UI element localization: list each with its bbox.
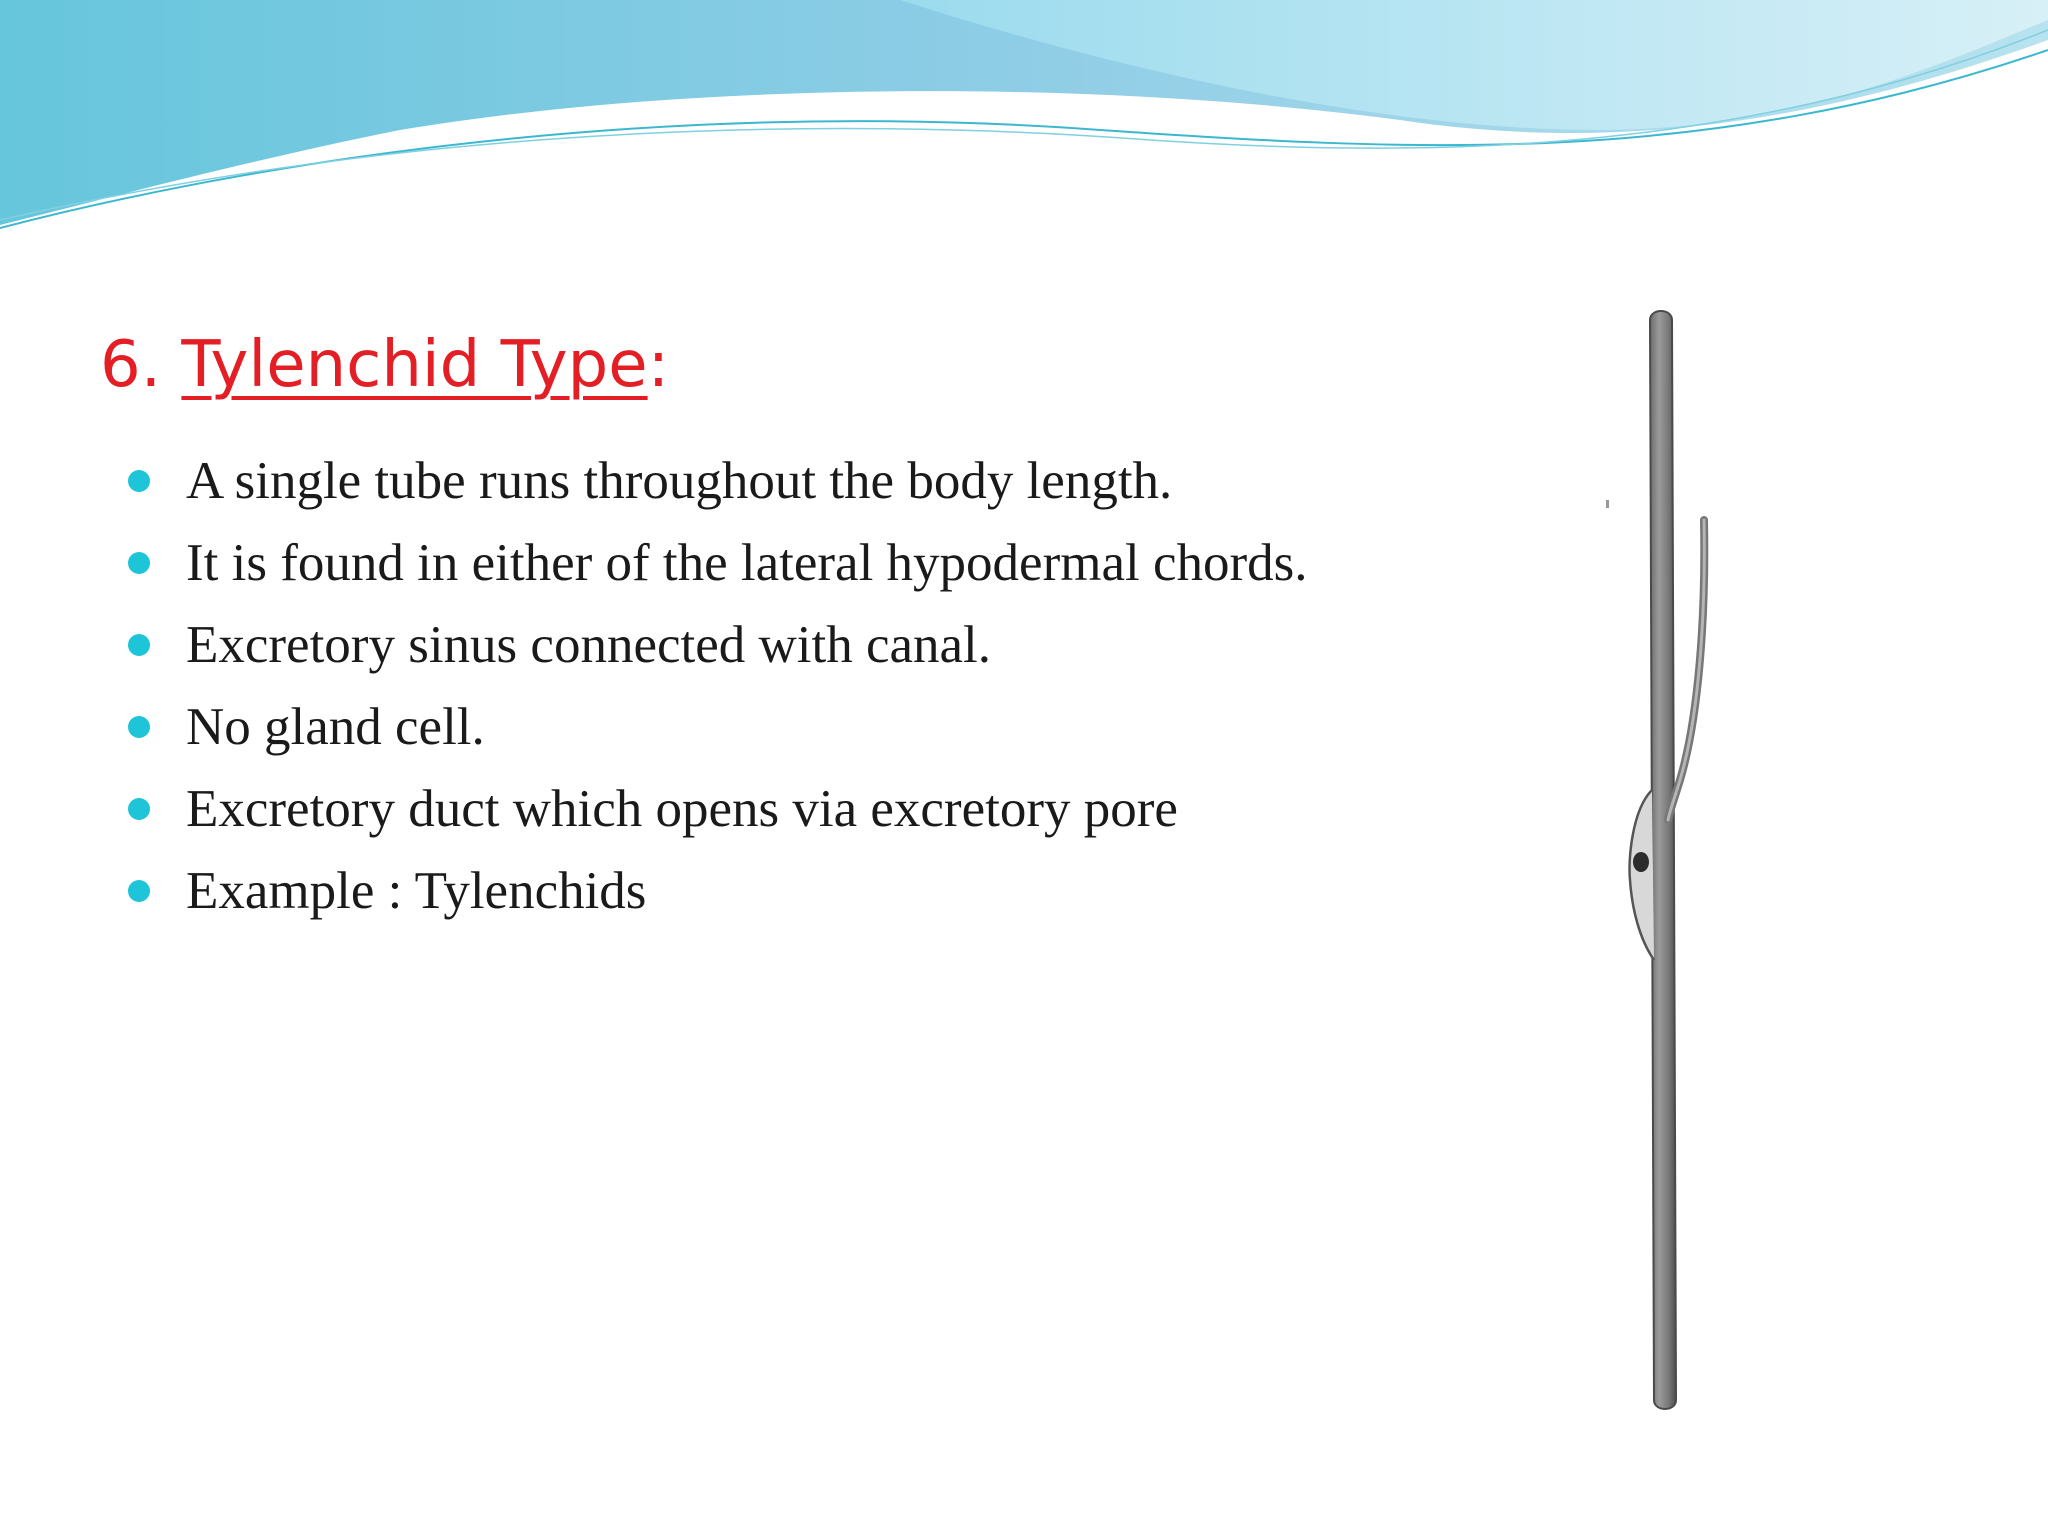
excretory-canal-illustration (1580, 300, 1740, 1430)
bullet-text: Excretory duct which opens via excretory pore (186, 780, 1178, 838)
bullet-text: No gland cell. (186, 698, 485, 756)
bullet-text: It is found in either of the lateral hypodermal chords. (186, 534, 1308, 592)
bullet-text: A single tube runs throughout the body length. (186, 452, 1173, 510)
bullet-icon (128, 552, 150, 574)
bullet-icon (128, 634, 150, 656)
bullet-icon (128, 880, 150, 902)
bullet-text: Excretory sinus connected with canal. (186, 616, 992, 674)
title-number: 6. (100, 328, 162, 402)
bullet-icon (128, 716, 150, 738)
title-name: Tylenchid Type (181, 328, 648, 402)
header-wave-decoration (0, 0, 2048, 240)
title-colon: : (647, 328, 670, 402)
bullet-icon (128, 798, 150, 820)
bullet-text: Example : Tylenchids (186, 862, 647, 920)
bullet-icon (128, 470, 150, 492)
slide-title (100, 330, 669, 400)
